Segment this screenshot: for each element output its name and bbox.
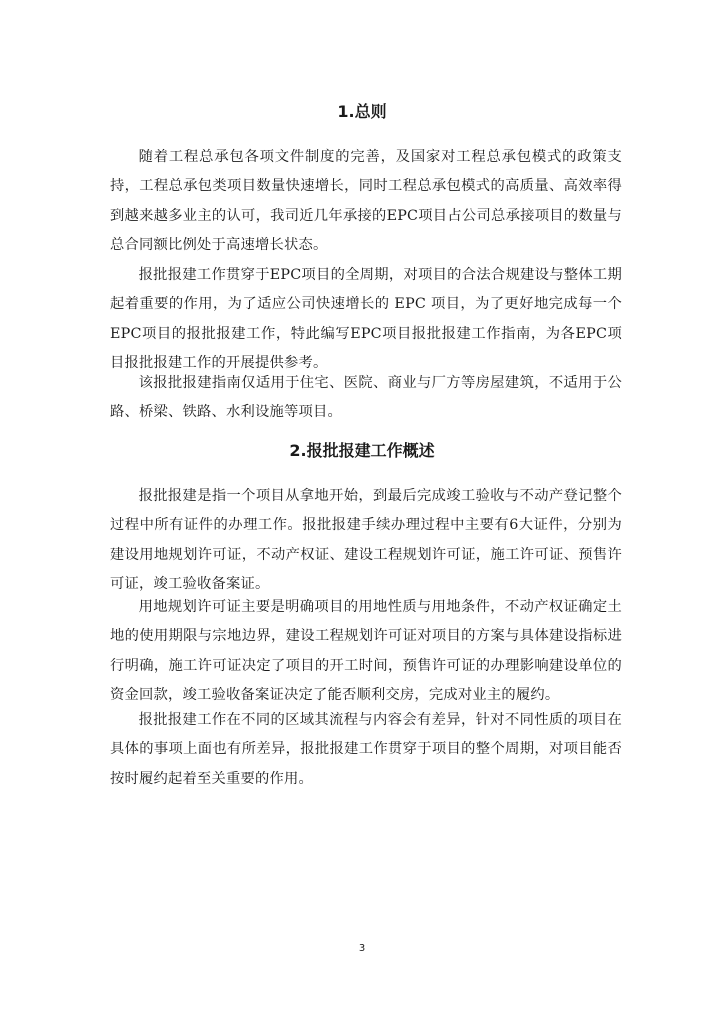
section-2-heading: 2.报批报建工作概述	[289, 441, 435, 460]
section-2-paragraph-1: 报批报建是指一个项目从拿地开始，到最后完成竣工验收与不动产登记整个过程中所有证件的办理工作。报批报建手续办理过程中主要有6大证件，分别为建设用地规划许可证，不动产权证、建设工程规划许可证，施工许可证、预售许可证，竣工验收备案证。	[110, 488, 622, 593]
section-2-paragraph-3: 报批报建工作在不同的区域其流程与内容会有差异，针对不同性质的项目在具体的事项上面也有所差异，报批报建工作贯穿于项目的整个周期，对项目能否按时履约起着至关重要的作用。	[110, 712, 622, 787]
section-2-paragraph-2: 用地规划许可证主要是明确项目的用地性质与用地条件，不动产权证确定土地的使用期限与宗地边界，建设工程规划许可证对项目的方案与具体建设指标进行明确，施工许可证决定了项目的开工时间，预售许可证的办理影响建设单位的资金回款，竣工验收备案证决定了能否顺利交房，完成对业主的履约。	[110, 599, 622, 704]
section-1-paragraph-1: 随着工程总承包各项文件制度的完善，及国家对工程总承包模式的政策支持，工程总承包类项目数量快速增长，同时工程总承包模式的高质量、高效率得到越来越多业主的认可，我司近几年承接的EPC项目占公司总承接项目的数量与总合同额比例处于高速增长状态。	[110, 149, 622, 254]
section-1-heading: 1.总则	[337, 102, 387, 121]
section-1-paragraph-3: 该报批报建指南仅适用于住宅、医院、商业与厂方等房屋建筑，不适用于公路、桥梁、铁路、水利设施等项目。	[110, 375, 622, 421]
section-1-paragraph-2: 报批报建工作贯穿于EPC项目的全周期，对项目的合法合规建设与整体工期起着重要的作用，为了适应公司快速增长的 EPC 项目，为了更好地完成每一个EPC项目的报批报建工作，特此编写EPC项目报批报建工作指南，为各EPC项目报批报建工作的开展提供参考。	[110, 267, 622, 372]
page-number: 3	[358, 943, 366, 954]
